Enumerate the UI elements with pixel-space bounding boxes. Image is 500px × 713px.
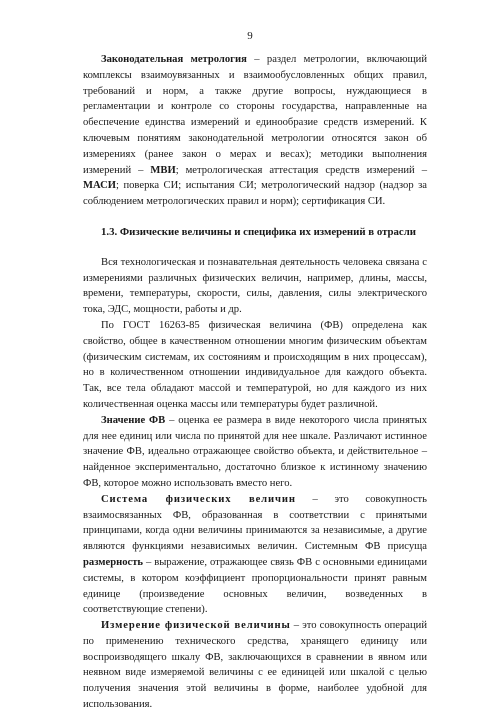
page-number: 9 — [247, 30, 253, 42]
paragraph-gost: По ГОСТ 16263-85 физическая величина (ФВ) определена как свойство, общее в качественном отношении многим физическим объектам (физическим системам, их состояниям и происходящим в них процессам), но в количественном отношении индивидуальное для каждого объекта. Так, все тела обладают массой и температурой, но для каждого из них количественная оценка массы или температуры будет различной. — [83, 319, 427, 410]
paragraph-legal-metrology: Законодательная метрология – раздел метрологии, включающий комплексы взаимоувязанных и взаимообусловленных общих правил, требований и норм, а также другие вопросы, нуждающиеся в регламентации и контроле со стороны государства, направленные на обеспечение единства измерений и единообразие средств измерений. К ключевым понятиям законодательной метрологии относятся закон об измерениях (ранее закон о мерах и весах); методики выполнения измерений – МВИ; метрологическая аттестация средств измерений – МАСИ; поверка СИ; испытания СИ; метрологический надзор (надзор за соблюдением метрологических правил и норм); сертификация СИ. — [83, 54, 428, 208]
term-dimension: размерность — [83, 556, 144, 568]
term-legal-metrology: Законодательная метрология — [101, 54, 247, 65]
paragraph-activity: Вся технологическая и познавательная деятельность человека связана с измерениями различных физических величин, например, длины, массы, времени, температуры, скорости, силы, давления, силы электрического тока, ЭДС, мощности, работы и др. — [83, 256, 427, 316]
term-measurement: Измерение физической величины — [101, 620, 291, 632]
section-heading: 1.3. Физические величины и специфика их измерений в отрасли — [101, 225, 416, 238]
term-value: Значение ФВ — [101, 414, 166, 426]
term-system: Система физических величин — [101, 493, 296, 505]
paragraph-value: Значение ФВ – оценка ее размера в виде некоторого числа принятых для нее единиц или числа по принятой для нее шкале. Различают истинное значение ФВ, идеально отражающее свойство объекта, и действительное – найденное экспериментально, достаточно близкое к истинному значению ФВ, которое можно использовать вместо него. — [83, 414, 427, 489]
paragraph-measurement: Измерение физической величины – это совокупность операций по применению технического средства, хранящего единицу или воспроизводящего шкалу ФВ, заключающихся в сравнении в явном или неявном виде измеряемой величины с ее единицей или шкалой с целью получения значения этой величины в форме, наиболее удобной для использования. — [83, 620, 428, 711]
body-text — [83, 52, 427, 713]
paragraph-system: Система физических величин – это совокупность взаимосвязанных ФВ, образованная в соответствии с принятыми принципами, когда одни величины принимаются за независимые, а другие являются функциями независимых величин. Системным ФВ присуща размерность – выражение, отражающее связь ФВ с основными единицами системы, в котором коэффициент пропорциональности принят равным единице (произведение основных величин, возведенных в соответствующие степени). — [83, 493, 427, 616]
